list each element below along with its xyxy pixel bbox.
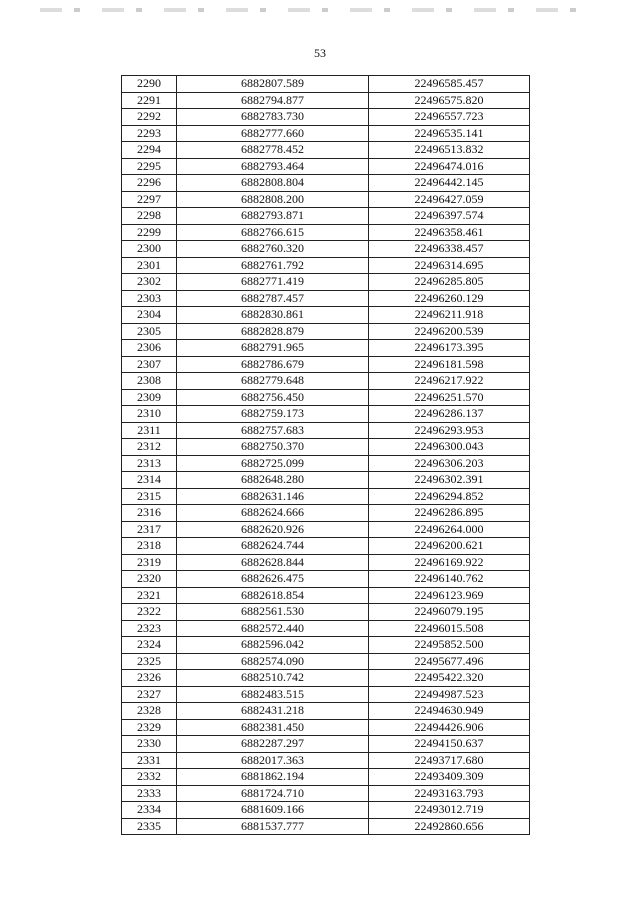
x-coordinate-cell: 6882626.475	[177, 571, 369, 588]
x-coordinate-cell: 6882624.666	[177, 505, 369, 522]
table-row	[122, 521, 530, 538]
x-coordinate-cell: 6882628.844	[177, 554, 369, 571]
point-number-cell: 2326	[122, 670, 177, 687]
point-number-cell: 2329	[122, 719, 177, 736]
y-coordinate-cell: 22495852.500	[369, 637, 530, 654]
y-coordinate-cell: 22496264.000	[369, 521, 530, 538]
y-coordinate-cell: 22496211.918	[369, 307, 530, 324]
y-coordinate-cell: 22493409.309	[369, 769, 530, 786]
point-number-cell: 2301	[122, 257, 177, 274]
point-number-cell: 2298	[122, 208, 177, 225]
x-coordinate-cell: 6882778.452	[177, 142, 369, 159]
x-coordinate-cell: 6882750.370	[177, 439, 369, 456]
point-number-cell: 2310	[122, 406, 177, 423]
y-coordinate-cell: 22495422.320	[369, 670, 530, 687]
x-coordinate-cell: 6882483.515	[177, 686, 369, 703]
point-number-cell: 2293	[122, 125, 177, 142]
table-row	[122, 356, 530, 373]
y-coordinate-cell: 22496397.574	[369, 208, 530, 225]
y-coordinate-cell: 22496015.508	[369, 620, 530, 637]
table-row	[122, 109, 530, 126]
table-row	[122, 802, 530, 819]
x-coordinate-cell: 6882828.879	[177, 323, 369, 340]
x-coordinate-cell: 6882620.926	[177, 521, 369, 538]
x-coordinate-cell: 6882766.615	[177, 224, 369, 241]
table-row	[122, 406, 530, 423]
x-coordinate-cell: 6882759.173	[177, 406, 369, 423]
y-coordinate-cell: 22496294.852	[369, 488, 530, 505]
x-coordinate-cell: 6882787.457	[177, 290, 369, 307]
point-number-cell: 2290	[122, 76, 177, 93]
table-row	[122, 208, 530, 225]
point-number-cell: 2316	[122, 505, 177, 522]
y-coordinate-cell: 22496535.141	[369, 125, 530, 142]
point-number-cell: 2317	[122, 521, 177, 538]
point-number-cell: 2305	[122, 323, 177, 340]
x-coordinate-cell: 6882779.648	[177, 373, 369, 390]
point-number-cell: 2332	[122, 769, 177, 786]
point-number-cell: 2321	[122, 587, 177, 604]
table-row	[122, 769, 530, 786]
point-number-cell: 2313	[122, 455, 177, 472]
point-number-cell: 2314	[122, 472, 177, 489]
table-row	[122, 92, 530, 109]
point-number-cell: 2320	[122, 571, 177, 588]
table-row	[122, 472, 530, 489]
table-row	[122, 422, 530, 439]
x-coordinate-cell: 6882771.419	[177, 274, 369, 291]
point-number-cell: 2291	[122, 92, 177, 109]
y-coordinate-cell: 22496300.043	[369, 439, 530, 456]
x-coordinate-cell: 6882757.683	[177, 422, 369, 439]
table-row	[122, 719, 530, 736]
table-row	[122, 554, 530, 571]
page-number: 53	[314, 46, 326, 60]
y-coordinate-cell: 22496181.598	[369, 356, 530, 373]
table-row	[122, 637, 530, 654]
y-coordinate-cell: 22496557.723	[369, 109, 530, 126]
table-row	[122, 488, 530, 505]
y-coordinate-cell: 22496427.059	[369, 191, 530, 208]
point-number-cell: 2323	[122, 620, 177, 637]
y-coordinate-cell: 22496200.621	[369, 538, 530, 555]
x-coordinate-cell: 6882725.099	[177, 455, 369, 472]
y-coordinate-cell: 22496173.395	[369, 340, 530, 357]
table-row	[122, 736, 530, 753]
point-number-cell: 2307	[122, 356, 177, 373]
table-row	[122, 455, 530, 472]
coordinates-table-body	[122, 76, 530, 835]
point-number-cell: 2302	[122, 274, 177, 291]
point-number-cell: 2309	[122, 389, 177, 406]
point-number-cell: 2330	[122, 736, 177, 753]
x-coordinate-cell: 6882791.965	[177, 340, 369, 357]
point-number-cell: 2319	[122, 554, 177, 571]
x-coordinate-cell: 6882777.660	[177, 125, 369, 142]
table-row	[122, 257, 530, 274]
table-row	[122, 785, 530, 802]
table-row	[122, 752, 530, 769]
y-coordinate-cell: 22493163.793	[369, 785, 530, 802]
coordinates-table	[121, 75, 530, 835]
y-coordinate-cell: 22496513.832	[369, 142, 530, 159]
x-coordinate-cell: 6881862.194	[177, 769, 369, 786]
x-coordinate-cell: 6882794.877	[177, 92, 369, 109]
y-coordinate-cell: 22495677.496	[369, 653, 530, 670]
table-row	[122, 439, 530, 456]
point-number-cell: 2331	[122, 752, 177, 769]
x-coordinate-cell: 6882510.742	[177, 670, 369, 687]
table-row	[122, 224, 530, 241]
point-number-cell: 2304	[122, 307, 177, 324]
table-row	[122, 538, 530, 555]
point-number-cell: 2335	[122, 818, 177, 835]
y-coordinate-cell: 22496286.895	[369, 505, 530, 522]
y-coordinate-cell: 22494630.949	[369, 703, 530, 720]
y-coordinate-cell: 22493717.680	[369, 752, 530, 769]
y-coordinate-cell: 22496302.391	[369, 472, 530, 489]
x-coordinate-cell: 6881537.777	[177, 818, 369, 835]
table-row	[122, 340, 530, 357]
point-number-cell: 2318	[122, 538, 177, 555]
table-row	[122, 241, 530, 258]
point-number-cell: 2299	[122, 224, 177, 241]
point-number-cell: 2315	[122, 488, 177, 505]
x-coordinate-cell: 6882618.854	[177, 587, 369, 604]
table-row	[122, 604, 530, 621]
point-number-cell: 2328	[122, 703, 177, 720]
point-number-cell: 2325	[122, 653, 177, 670]
x-coordinate-cell: 6882756.450	[177, 389, 369, 406]
y-coordinate-cell: 22496285.805	[369, 274, 530, 291]
point-number-cell: 2308	[122, 373, 177, 390]
x-coordinate-cell: 6881609.166	[177, 802, 369, 819]
y-coordinate-cell: 22496338.457	[369, 241, 530, 258]
y-coordinate-cell: 22496286.137	[369, 406, 530, 423]
x-coordinate-cell: 6882431.218	[177, 703, 369, 720]
table-row	[122, 389, 530, 406]
x-coordinate-cell: 6882648.280	[177, 472, 369, 489]
y-coordinate-cell: 22494426.906	[369, 719, 530, 736]
point-number-cell: 2296	[122, 175, 177, 192]
table-row	[122, 191, 530, 208]
x-coordinate-cell: 6882561.530	[177, 604, 369, 621]
scan-artifact-line	[40, 8, 580, 12]
table-row	[122, 290, 530, 307]
y-coordinate-cell: 22496169.922	[369, 554, 530, 571]
y-coordinate-cell: 22496585.457	[369, 76, 530, 93]
x-coordinate-cell: 6882572.440	[177, 620, 369, 637]
y-coordinate-cell: 22496442.145	[369, 175, 530, 192]
x-coordinate-cell: 6882786.679	[177, 356, 369, 373]
x-coordinate-cell: 6882596.042	[177, 637, 369, 654]
table-row	[122, 703, 530, 720]
y-coordinate-cell: 22494150.637	[369, 736, 530, 753]
y-coordinate-cell: 22496200.539	[369, 323, 530, 340]
y-coordinate-cell: 22492860.656	[369, 818, 530, 835]
point-number-cell: 2311	[122, 422, 177, 439]
point-number-cell: 2300	[122, 241, 177, 258]
y-coordinate-cell: 22496575.820	[369, 92, 530, 109]
y-coordinate-cell: 22496358.461	[369, 224, 530, 241]
x-coordinate-cell: 6882808.804	[177, 175, 369, 192]
x-coordinate-cell: 6881724.710	[177, 785, 369, 802]
table-row	[122, 274, 530, 291]
x-coordinate-cell: 6882793.464	[177, 158, 369, 175]
table-row	[122, 686, 530, 703]
x-coordinate-cell: 6882793.871	[177, 208, 369, 225]
x-coordinate-cell: 6882807.589	[177, 76, 369, 93]
point-number-cell: 2294	[122, 142, 177, 159]
point-number-cell: 2295	[122, 158, 177, 175]
point-number-cell: 2303	[122, 290, 177, 307]
x-coordinate-cell: 6882287.297	[177, 736, 369, 753]
x-coordinate-cell: 6882631.146	[177, 488, 369, 505]
y-coordinate-cell: 22496251.570	[369, 389, 530, 406]
x-coordinate-cell: 6882624.744	[177, 538, 369, 555]
x-coordinate-cell: 6882760.320	[177, 241, 369, 258]
table-row	[122, 670, 530, 687]
x-coordinate-cell: 6882017.363	[177, 752, 369, 769]
y-coordinate-cell: 22496293.953	[369, 422, 530, 439]
table-row	[122, 307, 530, 324]
x-coordinate-cell: 6882761.792	[177, 257, 369, 274]
table-row	[122, 158, 530, 175]
point-number-cell: 2292	[122, 109, 177, 126]
table-row	[122, 818, 530, 835]
table-row	[122, 76, 530, 93]
point-number-cell: 2322	[122, 604, 177, 621]
table-row	[122, 587, 530, 604]
point-number-cell: 2297	[122, 191, 177, 208]
x-coordinate-cell: 6882783.730	[177, 109, 369, 126]
point-number-cell: 2312	[122, 439, 177, 456]
y-coordinate-cell: 22496306.203	[369, 455, 530, 472]
x-coordinate-cell: 6882381.450	[177, 719, 369, 736]
table-row	[122, 175, 530, 192]
y-coordinate-cell: 22496217.922	[369, 373, 530, 390]
point-number-cell: 2327	[122, 686, 177, 703]
table-row	[122, 125, 530, 142]
y-coordinate-cell: 22496123.969	[369, 587, 530, 604]
y-coordinate-cell: 22494987.523	[369, 686, 530, 703]
y-coordinate-cell: 22493012.719	[369, 802, 530, 819]
point-number-cell: 2306	[122, 340, 177, 357]
y-coordinate-cell: 22496260.129	[369, 290, 530, 307]
table-row	[122, 373, 530, 390]
table-row	[122, 323, 530, 340]
x-coordinate-cell: 6882574.090	[177, 653, 369, 670]
table-row	[122, 620, 530, 637]
y-coordinate-cell: 22496474.016	[369, 158, 530, 175]
table-row	[122, 571, 530, 588]
y-coordinate-cell: 22496079.195	[369, 604, 530, 621]
y-coordinate-cell: 22496140.762	[369, 571, 530, 588]
table-row	[122, 653, 530, 670]
table-row	[122, 505, 530, 522]
point-number-cell: 2334	[122, 802, 177, 819]
point-number-cell: 2324	[122, 637, 177, 654]
x-coordinate-cell: 6882808.200	[177, 191, 369, 208]
x-coordinate-cell: 6882830.861	[177, 307, 369, 324]
point-number-cell: 2333	[122, 785, 177, 802]
y-coordinate-cell: 22496314.695	[369, 257, 530, 274]
table-row	[122, 142, 530, 159]
